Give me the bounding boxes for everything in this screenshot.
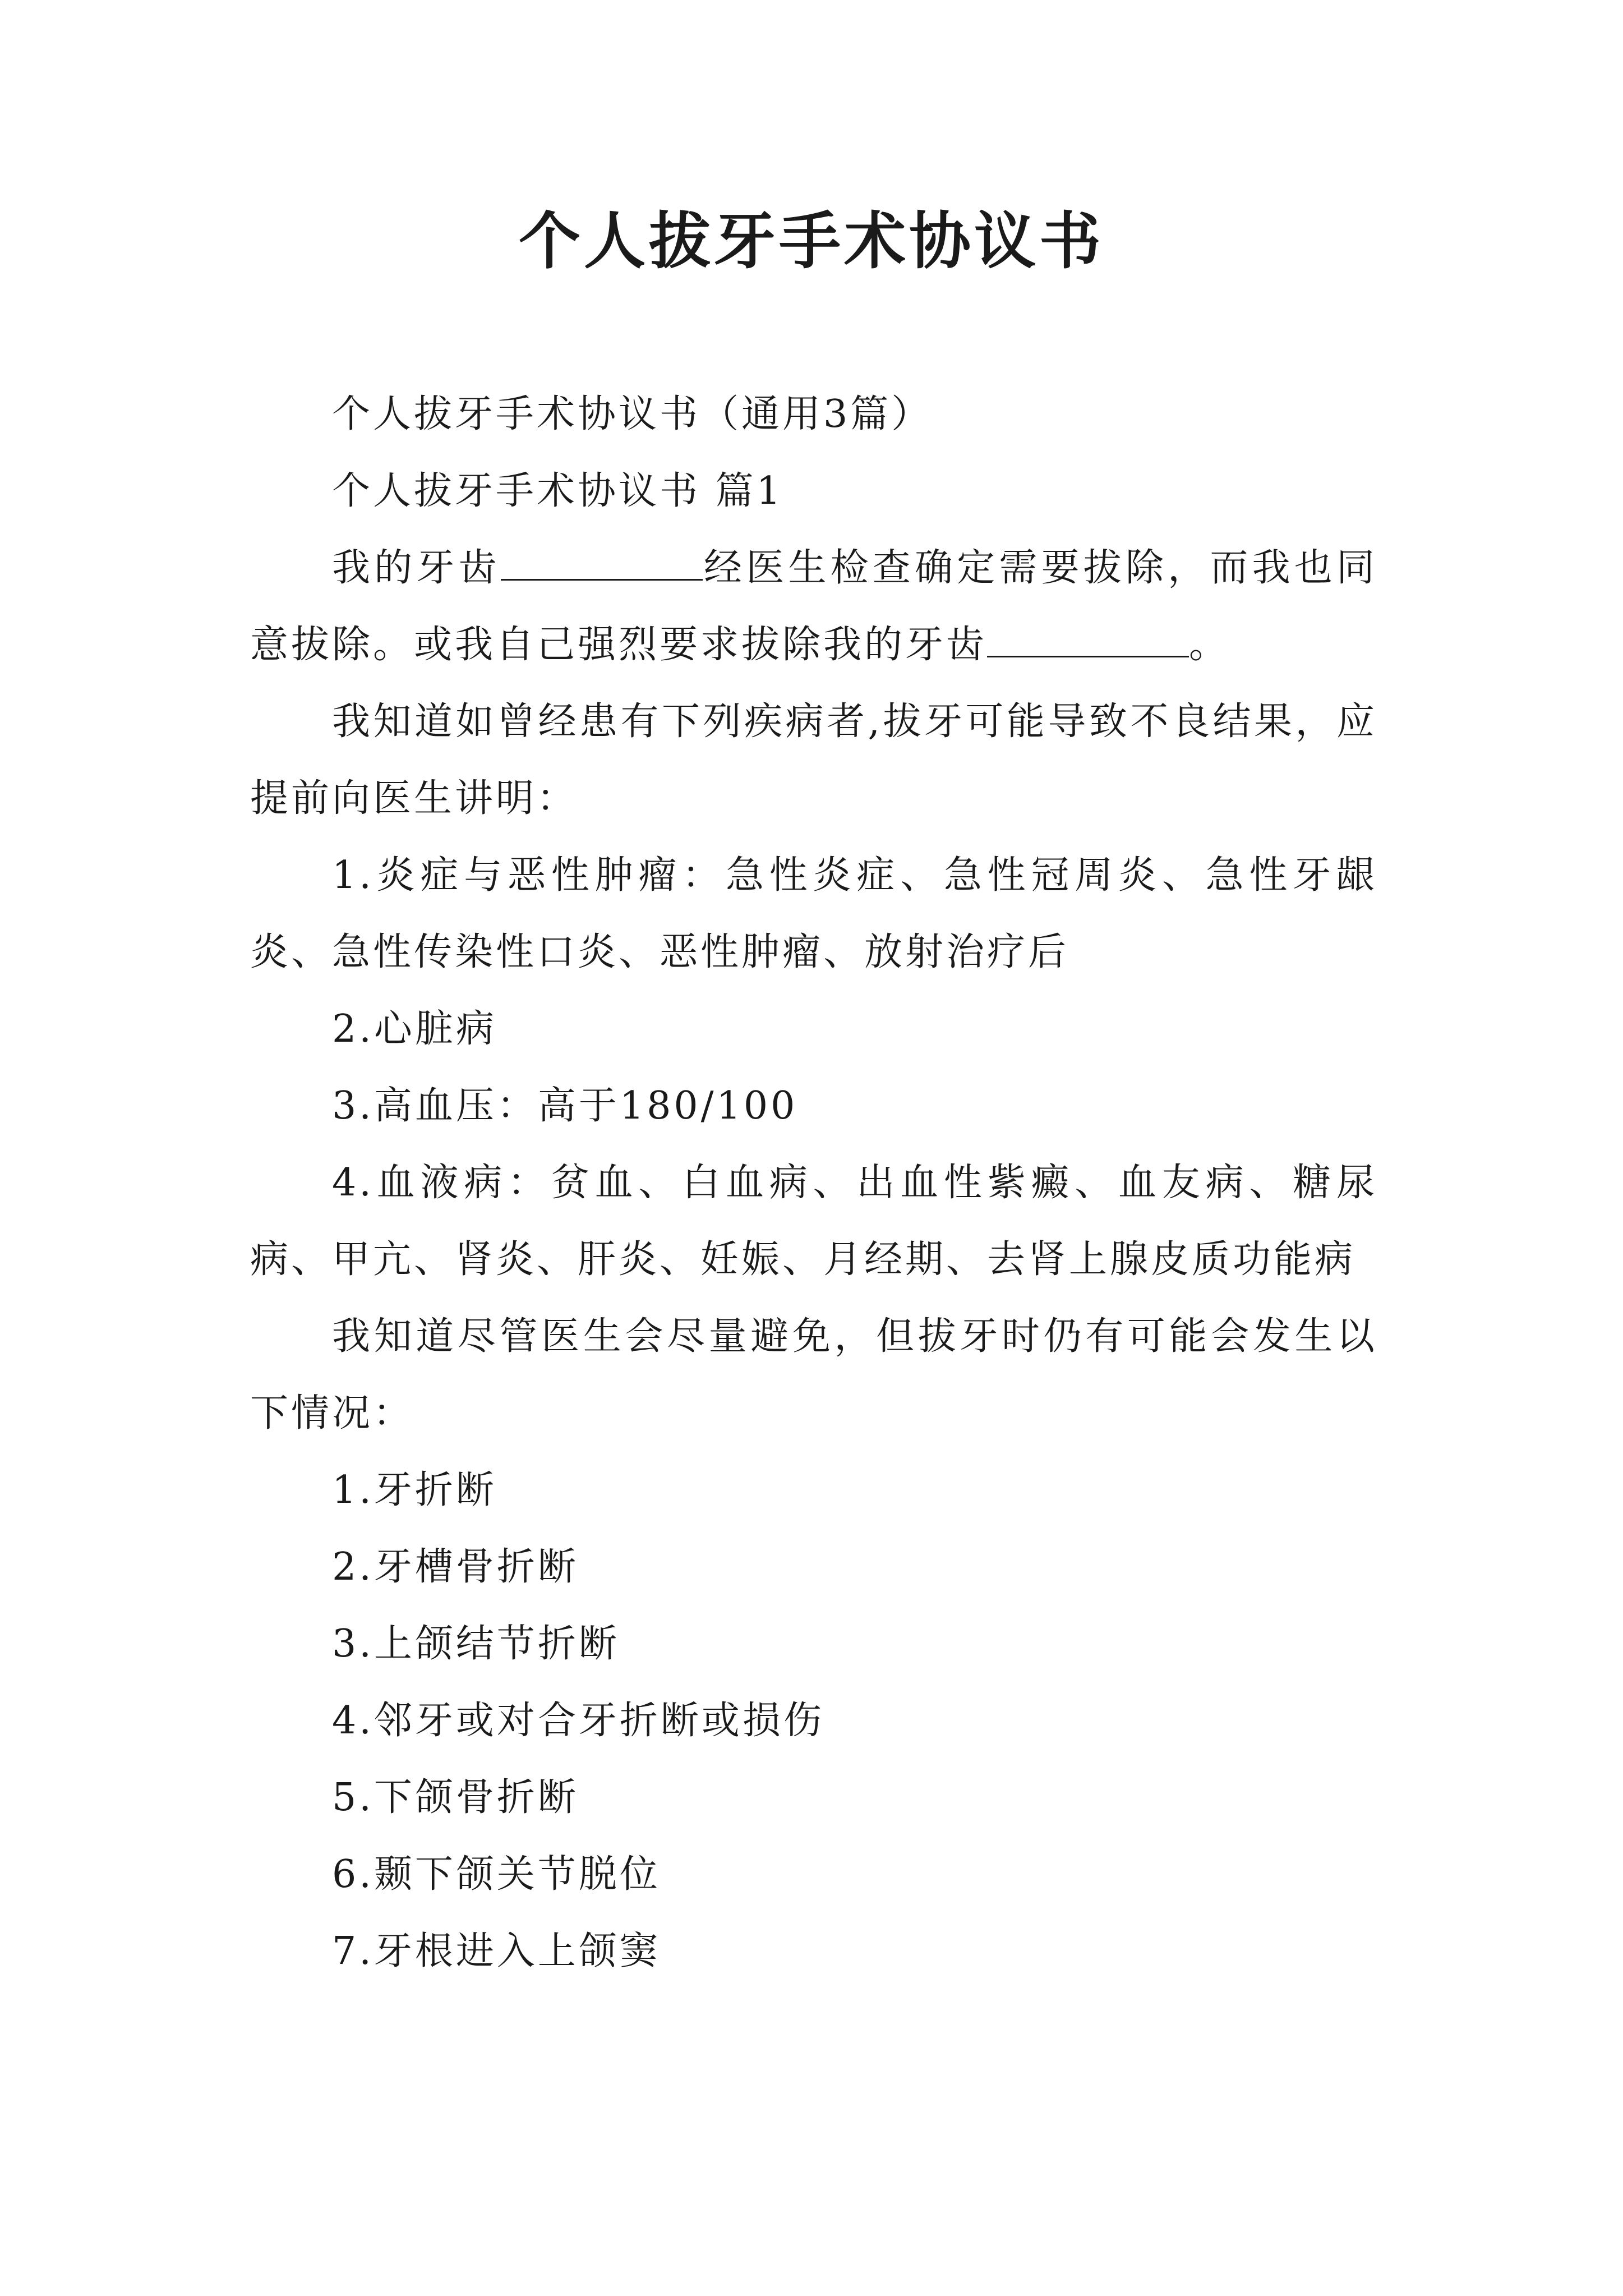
paragraph-disease-notice: 我知道如曾经患有下列疾病者,拔牙可能导致不良结果，应提前向医生讲明： — [250, 700, 1377, 821]
list-item: 4.血液病：贫血、白血病、出血性紫癜、血友病、糖尿病、甲亢、肾炎、肝炎、妊娠、月经期、去肾上腺皮质功能病 — [250, 1161, 1377, 1282]
section-heading: 个人拔牙手术协议书 篇1 — [332, 469, 783, 513]
subtitle: 个人拔牙手术协议书（通用3篇） — [332, 392, 933, 436]
blank-line — [501, 547, 703, 581]
paragraph-tooth-consent — [250, 530, 1377, 683]
document-body — [250, 376, 1377, 1990]
list-item: 3.高血压：高于180/100 — [332, 1084, 798, 1128]
list-item: 1.炎症与恶性肿瘤：急性炎症、急性冠周炎、急性牙龈炎、急性传染性口炎、恶性肿瘤、放射治疗后 — [250, 853, 1377, 974]
blank-line — [987, 624, 1189, 657]
paragraph-text: 我的牙齿 — [332, 546, 501, 590]
paragraph-text: 经医生检查确定需要拔除，而我也同意拔除。或我自己强烈要求拔除我的牙齿 — [250, 546, 1377, 667]
list-item: 5.下颌骨折断 — [332, 1775, 579, 1820]
list-item: 2.牙槽骨折断 — [332, 1545, 579, 1589]
list-item: 6.颞下颌关节脱位 — [332, 1852, 661, 1897]
list-item: 3.上颌结节折断 — [332, 1622, 620, 1666]
list-item: 4.邻牙或对合牙折断或损伤 — [332, 1699, 824, 1743]
paragraph-risk-notice: 我知道尽管医生会尽量避免，但拔牙时仍有可能会发生以下情况： — [250, 1314, 1377, 1435]
list-item: 2.心脏病 — [332, 1007, 497, 1051]
paragraph-text: 。 — [1189, 623, 1230, 667]
document-title: 个人拔牙手术协议书 — [519, 205, 1104, 277]
list-item: 1.牙折断 — [332, 1468, 497, 1512]
list-item: 7.牙根进入上颌窦 — [332, 1929, 661, 1973]
